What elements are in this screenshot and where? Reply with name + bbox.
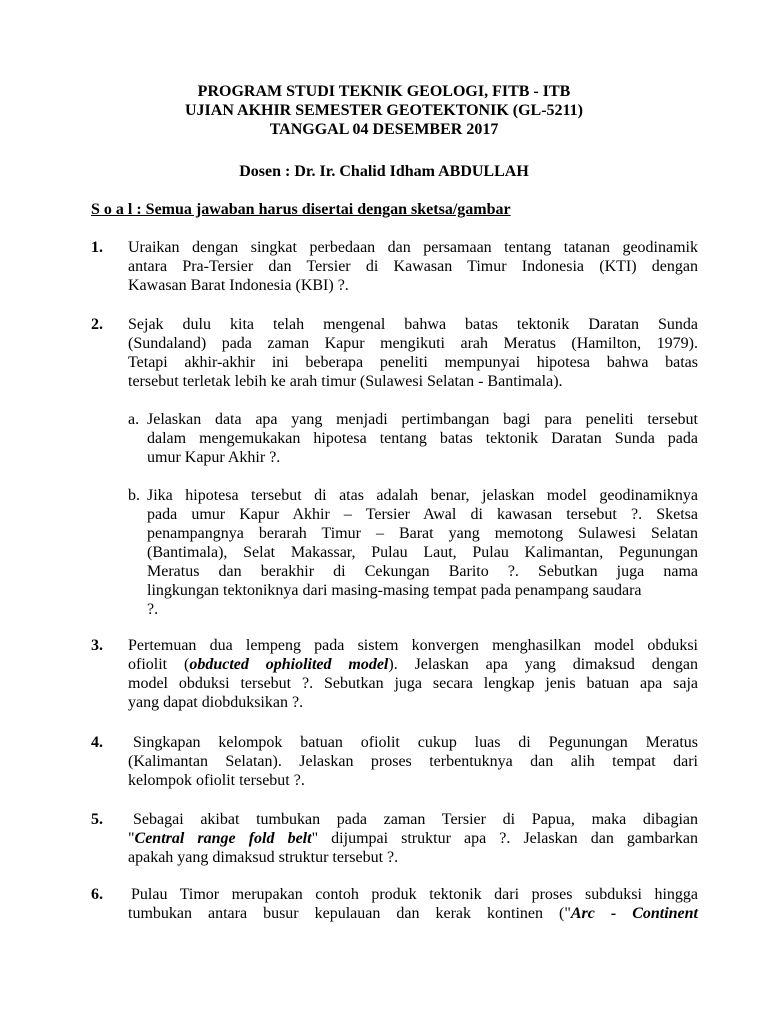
question-2-part-b — [128, 486, 698, 619]
text-line: dalam mengemukakan hipotesa tentang batas tektonik Daratan Sunda pada — [147, 430, 698, 447]
text-line: yang dapat diobduksikan ?. — [128, 694, 304, 711]
text-line: Sebagai akibat tumbukan pada zaman Tersier di Papua, maka dibagian — [133, 811, 698, 828]
document-header — [0, 82, 768, 139]
question-number: 6. — [91, 886, 103, 903]
sub-question-text — [147, 410, 698, 467]
text-line: model obduksi tersebut ?. Sebutkan juga secara lengkap jenis batuan apa saja — [128, 675, 698, 692]
text-line: Sejak dulu kita telah mengenal bahwa batas tektonik Daratan Sunda — [128, 316, 698, 333]
sub-question-text — [147, 486, 698, 619]
text-line: antara Pra-Tersier dan Tersier di Kawasan Timur Indonesia (KTI) dengan — [128, 258, 698, 275]
question-text — [128, 238, 698, 295]
question-text — [128, 733, 698, 790]
text-line: ?. — [147, 601, 159, 618]
question-number: 3. — [91, 637, 103, 654]
question-text — [128, 885, 698, 923]
text-fragment: tumbukan antara busur kepulauan dan kerak kontinen (" — [128, 905, 571, 922]
text-line: kelompok ofiolit tersebut ?. — [128, 772, 305, 789]
text-fragment: " dijumpai struktur apa ?. Jelaskan dan gambarkan — [311, 830, 699, 847]
question-text — [128, 315, 698, 391]
sub-question-label: b. — [128, 487, 140, 504]
text-line: Uraikan dengan singkat perbedaan dan persamaan tentang tatanan geodinamik — [128, 239, 698, 256]
soal-heading: S o a l : Semua jawaban harus disertai dengan sketsa/gambar — [91, 201, 511, 218]
question-2-part-a — [128, 410, 698, 467]
question-3 — [91, 636, 698, 712]
question-text — [128, 636, 698, 712]
text-line: Meratus dan berakhir di Cekungan Barito ?. Sebutkan juga nama — [147, 563, 698, 580]
text-line: penampangnya berarah Timur – Barat yang memotong Sulawesi Selatan — [147, 525, 698, 542]
text-line: tersebut terletak lebih ke arah timur (Sulawesi Selatan - Bantimala). — [128, 373, 563, 390]
text-line: Pertemuan dua lempeng pada sistem konvergen menghasilkan model obduksi — [128, 637, 698, 654]
text-fragment: ). Jelaskan apa yang dimaksud dengan — [388, 656, 698, 673]
question-number: 5. — [91, 811, 103, 828]
header-date: TANGGAL 04 DESEMBER 2017 — [269, 121, 499, 138]
question-number: 1. — [91, 239, 103, 256]
text-line: lingkungan tektoniknya dari masing-masing tempat pada penampang saudara — [147, 582, 642, 599]
header-exam-title: UJIAN AKHIR SEMESTER GEOTEKTONIK (GL-5211) — [185, 102, 583, 119]
question-6 — [91, 885, 698, 923]
text-line: umur Kapur Akhir ?. — [147, 449, 281, 466]
text-fragment: " — [128, 830, 135, 847]
text-line: Jelaskan data apa yang menjadi pertimbangan bagi para peneliti tersebut — [147, 411, 698, 428]
sub-question-label: a. — [128, 411, 140, 428]
text-line — [128, 655, 698, 674]
text-line: apakah yang dimaksud struktur tersebut ?. — [128, 849, 399, 866]
question-number: 4. — [91, 734, 103, 751]
text-line: (Sundaland) pada zaman Kapur mengikuti arah Meratus (Hamilton, 1979). — [128, 335, 698, 352]
text-line: pada umur Kapur Akhir – Tersier Awal di kawasan tersebut ?. Sketsa — [147, 506, 698, 523]
question-4 — [91, 733, 698, 790]
text-line: Singkapan kelompok batuan ofiolit cukup luas di Pegunungan Meratus — [133, 734, 698, 751]
emphasized-term: Arc - Continent — [570, 905, 698, 922]
text-line: (Bantimala), Selat Makassar, Pulau Laut, Pulau Kalimantan, Pegunungan — [147, 544, 698, 561]
question-5 — [91, 810, 698, 867]
text-line: Tetapi akhir-akhir ini beberapa peneliti mempunyai hipotesa bahwa batas — [128, 354, 698, 371]
text-line — [128, 829, 698, 848]
text-line: Jika hipotesa tersebut di atas adalah benar, jelaskan model geodinamiknya — [147, 487, 698, 504]
question-2 — [91, 315, 698, 391]
text-fragment: ofiolit ( — [128, 656, 190, 673]
text-line: (Kalimantan Selatan). Jelaskan proses terbentuknya dan alih tempat dari — [128, 753, 698, 770]
emphasized-term: Central range fold belt — [134, 830, 312, 847]
emphasized-term: obducted ophiolited model — [189, 656, 389, 673]
question-1 — [91, 238, 698, 295]
question-number: 2. — [91, 316, 103, 333]
header-program: PROGRAM STUDI TEKNIK GEOLOGI, FITB - ITB — [197, 83, 571, 100]
question-text — [128, 810, 698, 867]
lecturer-line: Dosen : Dr. Ir. Chalid Idham ABDULLAH — [239, 163, 529, 180]
text-line — [128, 904, 698, 923]
text-line: Pulau Timor merupakan contoh produk tektonik dari proses subduksi hingga — [131, 886, 698, 903]
text-line: Kawasan Barat Indonesia (KBI) ?. — [128, 277, 349, 294]
